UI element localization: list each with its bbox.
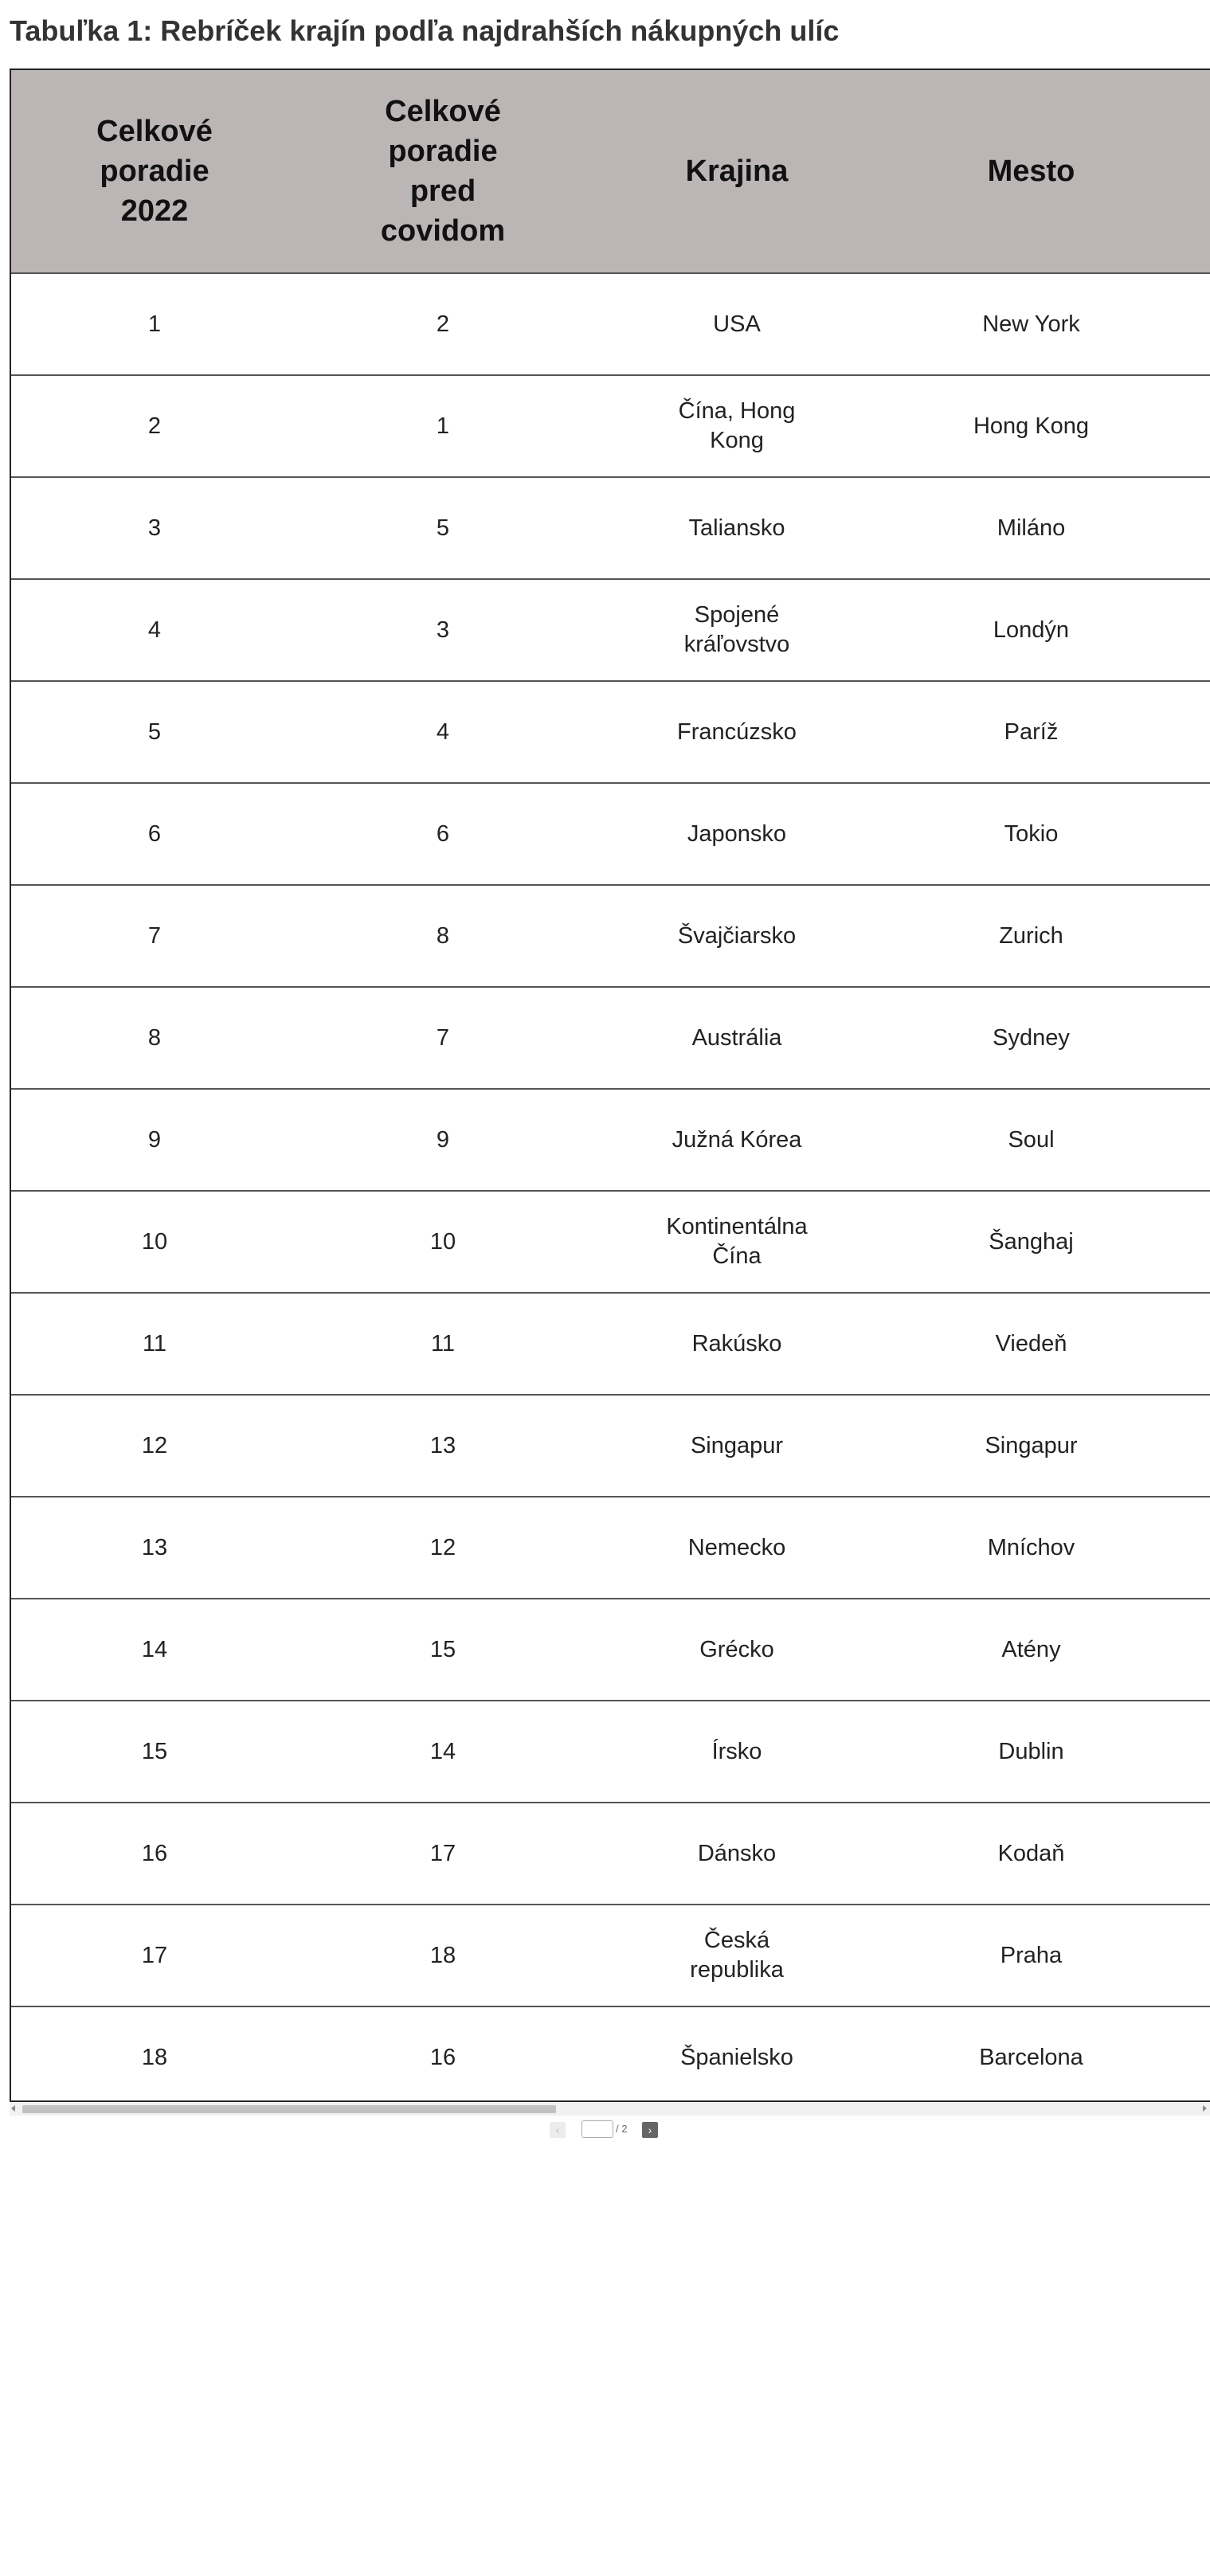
cell-overflow xyxy=(1177,783,1210,885)
cell-rank-2022: 2 xyxy=(11,375,298,477)
cell-city: Praha xyxy=(886,1905,1177,2006)
cell-overflow xyxy=(1177,1803,1210,1905)
chevron-left-icon: ‹ xyxy=(555,2124,560,2136)
cell-rank-pre-covid: 13 xyxy=(298,1395,588,1497)
cell-city: Kodaň xyxy=(886,1803,1177,1905)
cell-rank-2022: 9 xyxy=(11,1089,298,1191)
ranking-table xyxy=(11,70,1210,2102)
table-row xyxy=(11,2006,1210,2102)
cell-country: Taliansko xyxy=(588,477,886,579)
cell-rank-pre-covid: 12 xyxy=(298,1497,588,1599)
cell-rank-2022: 14 xyxy=(11,1599,298,1701)
cell-city: Atény xyxy=(886,1599,1177,1701)
chevron-right-icon: › xyxy=(648,2124,652,2136)
page-total-label: / 2 xyxy=(616,2123,628,2135)
header-row xyxy=(11,70,1210,273)
cell-rank-2022: 15 xyxy=(11,1701,298,1803)
cell-rank-pre-covid: 10 xyxy=(298,1191,588,1293)
column-header-overflow xyxy=(1177,70,1210,273)
cell-city: Soul xyxy=(886,1089,1177,1191)
table-row xyxy=(11,1293,1210,1395)
cell-rank-pre-covid: 9 xyxy=(298,1089,588,1191)
table-row xyxy=(11,1701,1210,1803)
cell-rank-2022: 13 xyxy=(11,1497,298,1599)
cell-country: Grécko xyxy=(588,1599,886,1701)
cell-overflow xyxy=(1177,375,1210,477)
column-header-country: Krajina xyxy=(588,70,886,273)
cell-country: Austrália xyxy=(588,987,886,1089)
page-number-input[interactable] xyxy=(582,2120,613,2138)
cell-rank-2022: 18 xyxy=(141,2044,168,2070)
cell-rank-pre-covid: 6 xyxy=(298,783,588,885)
cell-overflow xyxy=(1177,1089,1210,1191)
cell-city: Miláno xyxy=(886,477,1177,579)
table-row xyxy=(11,1599,1210,1701)
cell-overflow xyxy=(1177,1497,1210,1599)
cell-rank-2022: 1 xyxy=(11,273,298,375)
prev-page-button[interactable] xyxy=(550,2122,566,2138)
cell-city: Singapur xyxy=(886,1395,1177,1497)
cell-country: Nemecko xyxy=(588,1497,886,1599)
cell-rank-pre-covid: 18 xyxy=(298,1905,588,2006)
cell-city: Dublin xyxy=(886,1701,1177,1803)
cell-overflow xyxy=(1177,987,1210,1089)
table-row xyxy=(11,987,1210,1089)
cell-overflow xyxy=(1177,1191,1210,1293)
table-row xyxy=(11,1089,1210,1191)
cell-city: Barcelona xyxy=(979,2044,1083,2070)
cell-rank-2022: 8 xyxy=(11,987,298,1089)
cell-overflow xyxy=(1177,1701,1210,1803)
cell-overflow xyxy=(1177,2006,1210,2102)
cell-overflow xyxy=(1177,1293,1210,1395)
cell-overflow xyxy=(1177,1599,1210,1701)
cell-rank-pre-covid: 2 xyxy=(298,273,588,375)
cell-country: Čína, Hong Kong xyxy=(588,375,886,477)
table-row xyxy=(11,375,1210,477)
cell-city: Paríž xyxy=(886,681,1177,783)
cell-country: Japonsko xyxy=(588,783,886,885)
column-header-city: Mesto xyxy=(886,70,1177,273)
column-header-rank-pre-covid: Celkové poradie pred covidom xyxy=(298,70,588,273)
cell-rank-2022: 3 xyxy=(11,477,298,579)
cell-country: Spojené kráľovstvo xyxy=(588,579,886,681)
cell-rank-2022: 12 xyxy=(11,1395,298,1497)
table-row xyxy=(11,579,1210,681)
table-row xyxy=(11,273,1210,375)
table-row xyxy=(11,783,1210,885)
cell-city: Mníchov xyxy=(886,1497,1177,1599)
table-title: Tabuľka 1: Rebríček krajín podľa najdrahších nákupných ulíc xyxy=(10,14,840,47)
cell-city: New York xyxy=(886,273,1177,375)
cell-city: Šanghaj xyxy=(886,1191,1177,1293)
cell-city: Hong Kong xyxy=(886,375,1177,477)
cell-overflow xyxy=(1177,885,1210,987)
cell-rank-pre-covid: 15 xyxy=(298,1599,588,1701)
cell-country: Španielsko xyxy=(680,2044,793,2070)
cell-rank-pre-covid: 7 xyxy=(298,987,588,1089)
cell-country: Francúzsko xyxy=(588,681,886,783)
cell-overflow xyxy=(1177,477,1210,579)
cell-rank-pre-covid: 11 xyxy=(298,1293,588,1395)
cell-rank-2022: 6 xyxy=(11,783,298,885)
next-page-button[interactable] xyxy=(642,2122,658,2138)
cell-country: Švajčiarsko xyxy=(588,885,886,987)
cell-overflow xyxy=(1177,1905,1210,2006)
cell-rank-2022: 11 xyxy=(11,1293,298,1395)
scrollbar-thumb[interactable] xyxy=(22,2105,556,2113)
table-row xyxy=(11,1395,1210,1497)
cell-rank-2022: 4 xyxy=(11,579,298,681)
cell-rank-pre-covid: 8 xyxy=(298,885,588,987)
cell-country: Česká republika xyxy=(588,1905,886,2006)
cell-rank-2022: 5 xyxy=(11,681,298,783)
horizontal-scrollbar[interactable] xyxy=(10,2103,1210,2116)
cell-rank-pre-covid: 3 xyxy=(298,579,588,681)
cell-rank-pre-covid: 5 xyxy=(298,477,588,579)
pagination xyxy=(550,2120,661,2141)
scroll-right-icon[interactable] xyxy=(1203,2105,1207,2112)
cell-city: Viedeň xyxy=(886,1293,1177,1395)
table-row xyxy=(11,1191,1210,1293)
cell-overflow xyxy=(1177,681,1210,783)
cell-country: Južná Kórea xyxy=(588,1089,886,1191)
cell-country: Rakúsko xyxy=(588,1293,886,1395)
table-row xyxy=(11,477,1210,579)
cell-country: Dánsko xyxy=(588,1803,886,1905)
cell-city: Londýn xyxy=(886,579,1177,681)
cell-rank-pre-covid: 17 xyxy=(298,1803,588,1905)
cell-country: USA xyxy=(588,273,886,375)
table-row xyxy=(11,1803,1210,1905)
cell-rank-2022: 17 xyxy=(11,1905,298,2006)
cell-rank-pre-covid: 1 xyxy=(298,375,588,477)
cell-city: Zurich xyxy=(886,885,1177,987)
cell-city: Sydney xyxy=(886,987,1177,1089)
cell-rank-pre-covid: 14 xyxy=(298,1701,588,1803)
cell-rank-pre-covid: 4 xyxy=(298,681,588,783)
cell-rank-2022: 16 xyxy=(11,1803,298,1905)
table-row xyxy=(11,681,1210,783)
cell-overflow xyxy=(1177,579,1210,681)
cell-rank-2022: 10 xyxy=(11,1191,298,1293)
table-row xyxy=(11,1497,1210,1599)
cell-city: Tokio xyxy=(886,783,1177,885)
table-row xyxy=(11,1905,1210,2006)
cell-overflow xyxy=(1177,1395,1210,1497)
table-row xyxy=(11,885,1210,987)
cell-country: Kontinentálna Čína xyxy=(588,1191,886,1293)
cell-rank-2022: 7 xyxy=(11,885,298,987)
cell-rank-pre-covid: 16 xyxy=(429,2044,456,2070)
cell-country: Írsko xyxy=(588,1701,886,1803)
cell-overflow xyxy=(1177,273,1210,375)
cell-country: Singapur xyxy=(588,1395,886,1497)
column-header-rank-2022: Celkové poradie 2022 xyxy=(11,70,298,273)
table-scroll-container[interactable] xyxy=(10,69,1210,2102)
scroll-left-icon[interactable] xyxy=(11,2105,15,2112)
